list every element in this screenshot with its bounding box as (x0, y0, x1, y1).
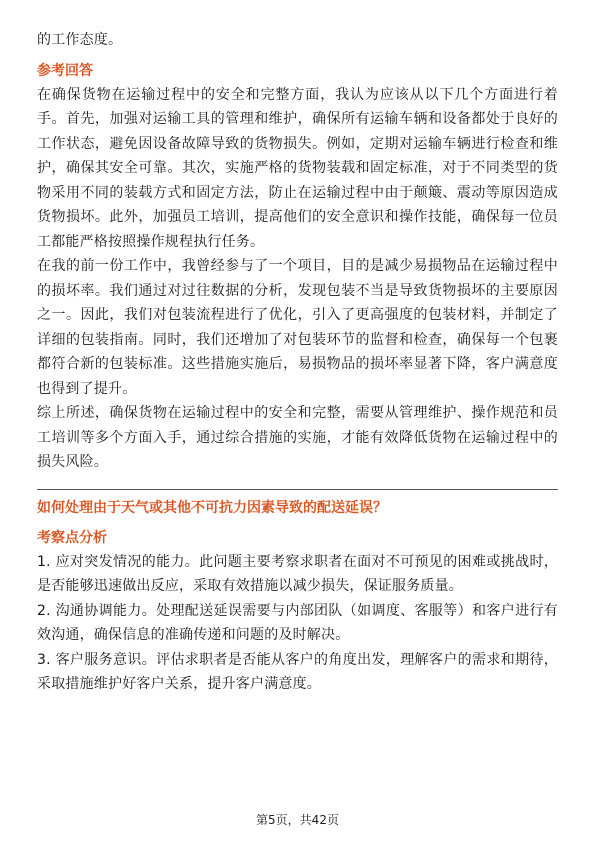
analysis-item: 1. 应对突发情况的能力。此问题主要考察求职者在面对不可预见的困难或挑战时，是否能够迅速做出反应，采取有效措施以减少损失，保证服务质量。 (37, 553, 558, 594)
answer-heading: 参考回答 (37, 62, 93, 79)
page-content (37, 28, 558, 697)
answer-paragraph: 综上所述，确保货物在运输过程中的安全和完整，需要从管理维护、操作规范和员工培训等多个方面入手，通过综合措施的实施，才能有效降低货物在运输过程中的损失风险。 (37, 405, 558, 470)
page-footer: 第5页，共42页 (256, 813, 339, 827)
question-title: 如何处理由于天气或其他不可抗力因素导致的配送延误？ (37, 499, 387, 516)
answer-paragraph: 在我的前一份工作中，我曾经参与了一个项目，目的是减少易损物品在运输过程中的损坏率。我们通过对过往数据的分析，发现包装不当是导致货物损坏的主要原因之一。因此，我们对包装流程进行了优化，引入了更高强度的包装材料，并制定了详细的包装指南。同时，我们还增加了对包装环节的监督和检查，确保每一个包裹都符合新的包装标准。这些措施实施后，易损物品的损坏率显著下降，客户满意度也得到了提升。 (37, 258, 558, 397)
analysis-item: 2. 沟通协调能力。处理配送延误需要与内部团队（如调度、客服等）和客户进行有效沟通，确保信息的准确传递和问题的及时解决。 (37, 602, 558, 643)
intro-tail-text: 的工作态度。 (37, 32, 123, 48)
analysis-heading: 考察点分析 (37, 529, 107, 546)
section-divider (37, 489, 558, 490)
answer-paragraph: 在确保货物在运输过程中的安全和完整方面，我认为应该从以下几个方面进行着手。首先，加强对运输工具的管理和维护，确保所有运输车辆和设备都处于良好的工作状态，避免因设备故障导致的货物损失。例如，定期对运输车辆进行检查和维护，确保其安全可靠。其次，实施严格的货物装载和固定标准，对于不同类型的货物采用不同的装载方式和固定方法，防止在运输过程中由于颠簸、震动等原因造成货物损坏。此外，加强员工培训，提高他们的安全意识和操作技能，确保每一位员工都能严格按照操作规程执行任务。 (37, 86, 558, 250)
analysis-item: 3. 客户服务意识。评估求职者是否能从客户的角度出发，理解客户的需求和期待，采取措施维护好客户关系，提升客户满意度。 (37, 651, 558, 692)
